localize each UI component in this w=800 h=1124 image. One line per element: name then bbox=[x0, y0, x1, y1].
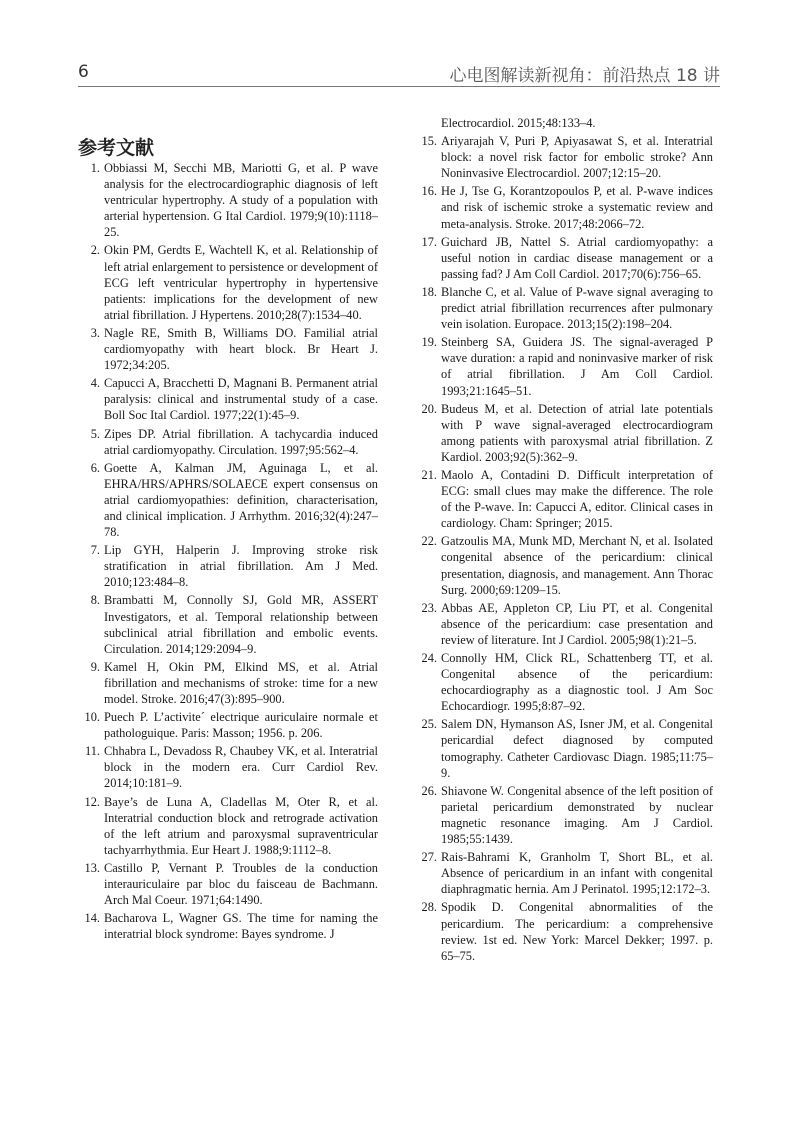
references-right-column bbox=[415, 115, 713, 966]
reference-number: 16. bbox=[421, 184, 437, 199]
reference-item bbox=[78, 659, 378, 707]
header-rule bbox=[78, 86, 720, 87]
reference-item bbox=[415, 334, 713, 398]
reference-text: Lip GYH, Halperin J. Improving stroke risk stratification in atrial fibrillation. Am J Med. 2010;123:484–8. bbox=[104, 543, 378, 590]
reference-text: Abbas AE, Appleton CP, Liu PT, et al. Congenital absence of the pericardium: case presentation and review of literature. Int J Cardiol. 2005;98(1):21–5. bbox=[441, 600, 713, 647]
reference-text: Chhabra L, Devadoss R, Chaubey VK, et al. Interatrial block in the modern era. Curr Cardiol Rev. 2014;10:181–9. bbox=[104, 744, 378, 791]
reference-item bbox=[78, 709, 378, 741]
reference-number: 15. bbox=[421, 134, 437, 149]
reference-number: 10. bbox=[84, 710, 100, 725]
references-left-column bbox=[78, 160, 378, 944]
reference-item bbox=[78, 542, 378, 590]
reference-item bbox=[78, 794, 378, 858]
reference-item bbox=[415, 600, 713, 648]
reference-text: Obbiassi M, Secchi MB, Mariotti G, et al. P wave analysis for the electrocardiographic diagnosis of left ventricular hypertrophy. A study of a population with arterial hypertension. G Ital Cardiol. 1979;9(10):1118–25. bbox=[104, 161, 378, 240]
reference-number: 4. bbox=[90, 376, 100, 391]
reference-item bbox=[78, 375, 378, 423]
reference-text: Shiavone W. Congenital absence of the left position of parietal pericardium demonstrated by nuclear magnetic resonance imaging. Am J Cardiol. 1985;55:1439. bbox=[441, 783, 713, 847]
reference-item bbox=[415, 133, 713, 181]
reference-number: 9. bbox=[90, 659, 100, 674]
reference-number: 20. bbox=[421, 401, 437, 416]
reference-number: 27. bbox=[421, 850, 437, 865]
reference-number: 24. bbox=[421, 651, 437, 665]
reference-text: Okin PM, Gerdts E, Wachtell K, et al. Relationship of left atrial enlargement to persistence or development of ECG left ventricular hypertrophy in hypertensive patients: implications for the development of new atrial fibrillation. J Hypertens. 2010;28(7):1534–40. bbox=[104, 243, 378, 322]
reference-text: Gatzoulis MA, Munk MD, Merchant N, et al. Isolated congenital absence of the pericardium: clinical presentation, diagnosis, and management. Ann Thorac Surg. 2000;69:1209–15. bbox=[441, 534, 713, 597]
reference-text: Baye’s de Luna A, Cladellas M, Oter R, et al. Interatrial conduction block and retrograde activation of the left atrium and paroxysmal supraventricular tachyarrhythmia. Eur Heart J. 1988;9:1112–8. bbox=[104, 794, 378, 857]
reference-number: 1. bbox=[90, 161, 100, 175]
reference-item bbox=[78, 426, 378, 458]
reference-text: Kamel H, Okin PM, Elkind MS, et al. Atrial fibrillation and mechanisms of stroke: time for a new model. Stroke. 2016;47(3):895–900. bbox=[104, 659, 378, 706]
reference-item bbox=[415, 716, 713, 780]
reference-number: 28. bbox=[421, 900, 437, 915]
reference-item bbox=[415, 899, 713, 963]
reference-number: 21. bbox=[421, 467, 437, 482]
reference-number: 11. bbox=[84, 744, 100, 759]
reference-number: 13. bbox=[84, 860, 100, 875]
reference-item bbox=[415, 849, 713, 897]
reference-number: 26. bbox=[421, 783, 437, 798]
reference-number: 8. bbox=[90, 593, 100, 608]
reference-text: Maolo A, Contadini D. Difficult interpretation of ECG: small clues may make the difference. The role of the P-wave. In: Capucci A, editor. Clinical cases in cardiology. Cham: Springer; 2015. bbox=[441, 467, 713, 531]
reference-number: 14. bbox=[84, 911, 100, 926]
reference-item bbox=[78, 743, 378, 791]
reference-item bbox=[415, 783, 713, 847]
reference-number: 3. bbox=[90, 325, 100, 340]
reference-number: 7. bbox=[90, 543, 100, 558]
continued-reference-text: Electrocardiol. 2015;48:133–4. bbox=[441, 116, 596, 130]
reference-text: Brambatti M, Connolly SJ, Gold MR, ASSERT Investigators, et al. Temporal relationship between subclinical atrial fibrillation and embolic events. Circulation. 2014;129:2094–9. bbox=[104, 593, 378, 656]
section-heading: 参考文献 bbox=[78, 137, 155, 159]
reference-item bbox=[415, 183, 713, 231]
reference-item bbox=[415, 650, 713, 714]
reference-text: Castillo P, Vernant P. Troubles de la conduction interauriculaire par bloc du faisceau de Bachmann. Arch Mal Coeur. 1971;64:1490. bbox=[104, 860, 378, 908]
reference-text: Guichard JB, Nattel S. Atrial cardiomyopathy: a useful notion in cardiac disease management or a passing fad? J Am Coll Cardiol. 2017;70(6):756–65. bbox=[441, 234, 713, 281]
reference-text: Connolly HM, Click RL, Schattenberg TT, et al. Congenital absence of the pericardium: echocardiography as a diagnostic tool. J Am Soc Echocardiogr. 1995;8:87–92. bbox=[441, 651, 713, 714]
reference-text: Nagle RE, Smith B, Williams DO. Familial atrial cardiomyopathy with heart block. Br Heart J. 1972;34:205. bbox=[104, 325, 378, 373]
reference-number: 12. bbox=[84, 794, 100, 809]
reference-item bbox=[78, 160, 378, 240]
reference-text: Ariyarajah V, Puri P, Apiyasawat S, et al. Interatrial block: a novel risk factor for embolic stroke? Ann Noninvasive Electrocardiol. 2007;12:15–20. bbox=[441, 134, 713, 181]
reference-text: Spodik D. Congenital abnormalities of the pericardium. The pericardium: a comprehensive review. 1st ed. New York: Marcel Dekker; 1997. p. 65–75. bbox=[441, 900, 713, 963]
reference-text: Blanche C, et al. Value of P-wave signal averaging to predict atrial fibrillation recurrences after pulmonary vein isolation. Europace. 2013;15(2):198–204. bbox=[441, 284, 713, 332]
reference-number: 6. bbox=[90, 460, 100, 475]
reference-item bbox=[78, 242, 378, 322]
reference-item bbox=[78, 860, 378, 908]
reference-text: Puech P. L’activite´ electrique auriculaire normale et pathologuique. Paris: Masson; 1956. p. 206. bbox=[104, 710, 378, 741]
reference-item bbox=[78, 910, 378, 942]
reference-text: Rais-Bahrami K, Granholm T, Short BL, et al. Absence of pericardium in an infant with congenital diaphragmatic hernia. Am J Perinatol. 1995;12:172–3. bbox=[441, 850, 713, 897]
reference-item bbox=[415, 284, 713, 332]
reference-item bbox=[415, 234, 713, 282]
reference-number: 2. bbox=[90, 243, 100, 258]
reference-text: Budeus M, et al. Detection of atrial late potentials with P wave signal-averaged electrocardiogram among patients with paroxysmal atrial fibrillation. Z Kardiol. 2003;92(5):362–9. bbox=[441, 401, 713, 464]
reference-text: Goette A, Kalman JM, Aguinaga L, et al. EHRA/HRS/APHRS/SOLAECE expert consensus on atrial cardiomyopathies: definition, characterisation, and clinical implication. J Arrhythm. 2016;32(4):247–78. bbox=[104, 460, 378, 540]
reference-number: 5. bbox=[90, 426, 100, 441]
reference-number: 25. bbox=[421, 717, 437, 732]
reference-item bbox=[415, 533, 713, 597]
reference-item bbox=[415, 467, 713, 531]
reference-text: Bacharova L, Wagner GS. The time for naming the interatrial block syndrome: Bayes syndrome. J bbox=[104, 911, 378, 942]
page-number: 6 bbox=[78, 62, 89, 82]
running-title: 心电图解读新视角：前沿热点 18 讲 bbox=[449, 66, 720, 86]
reference-text: Zipes DP. Atrial fibrillation. A tachycardia induced atrial cardiomyopathy. Circulation. 1997;95:562–4. bbox=[104, 426, 378, 457]
reference-text: He J, Tse G, Korantzopoulos P, et al. P-wave indices and risk of ischemic stroke a systematic review and meta-analysis. Stroke. 2017;48:2066–72. bbox=[441, 184, 713, 231]
reference-text: Capucci A, Bracchetti D, Magnani B. Permanent atrial paralysis: clinical and instrumental study of a case. Boll Soc Ital Cardiol. 1977;22(1):45–9. bbox=[104, 376, 378, 423]
reference-item bbox=[415, 401, 713, 465]
reference-text: Steinberg SA, Guidera JS. The signal-averaged P wave duration: a rapid and noninvasive marker of risk of atrial fibrillation. J Am Coll Cardiol. 1993;21:1645–51. bbox=[441, 335, 713, 398]
reference-item bbox=[78, 460, 378, 540]
reference-number: 22. bbox=[421, 534, 437, 549]
reference-number: 18. bbox=[421, 284, 437, 299]
reference-item bbox=[78, 592, 378, 656]
reference-text: Salem DN, Hymanson AS, Isner JM, et al. Congenital pericardial defect diagnosed by computed tomography. Catheter Cardiovasc Diagn. 1985;11:75–9. bbox=[441, 717, 713, 780]
reference-number: 23. bbox=[421, 600, 437, 615]
reference-number: 17. bbox=[421, 234, 437, 249]
reference-item bbox=[78, 325, 378, 373]
reference-number: 19. bbox=[421, 335, 437, 350]
